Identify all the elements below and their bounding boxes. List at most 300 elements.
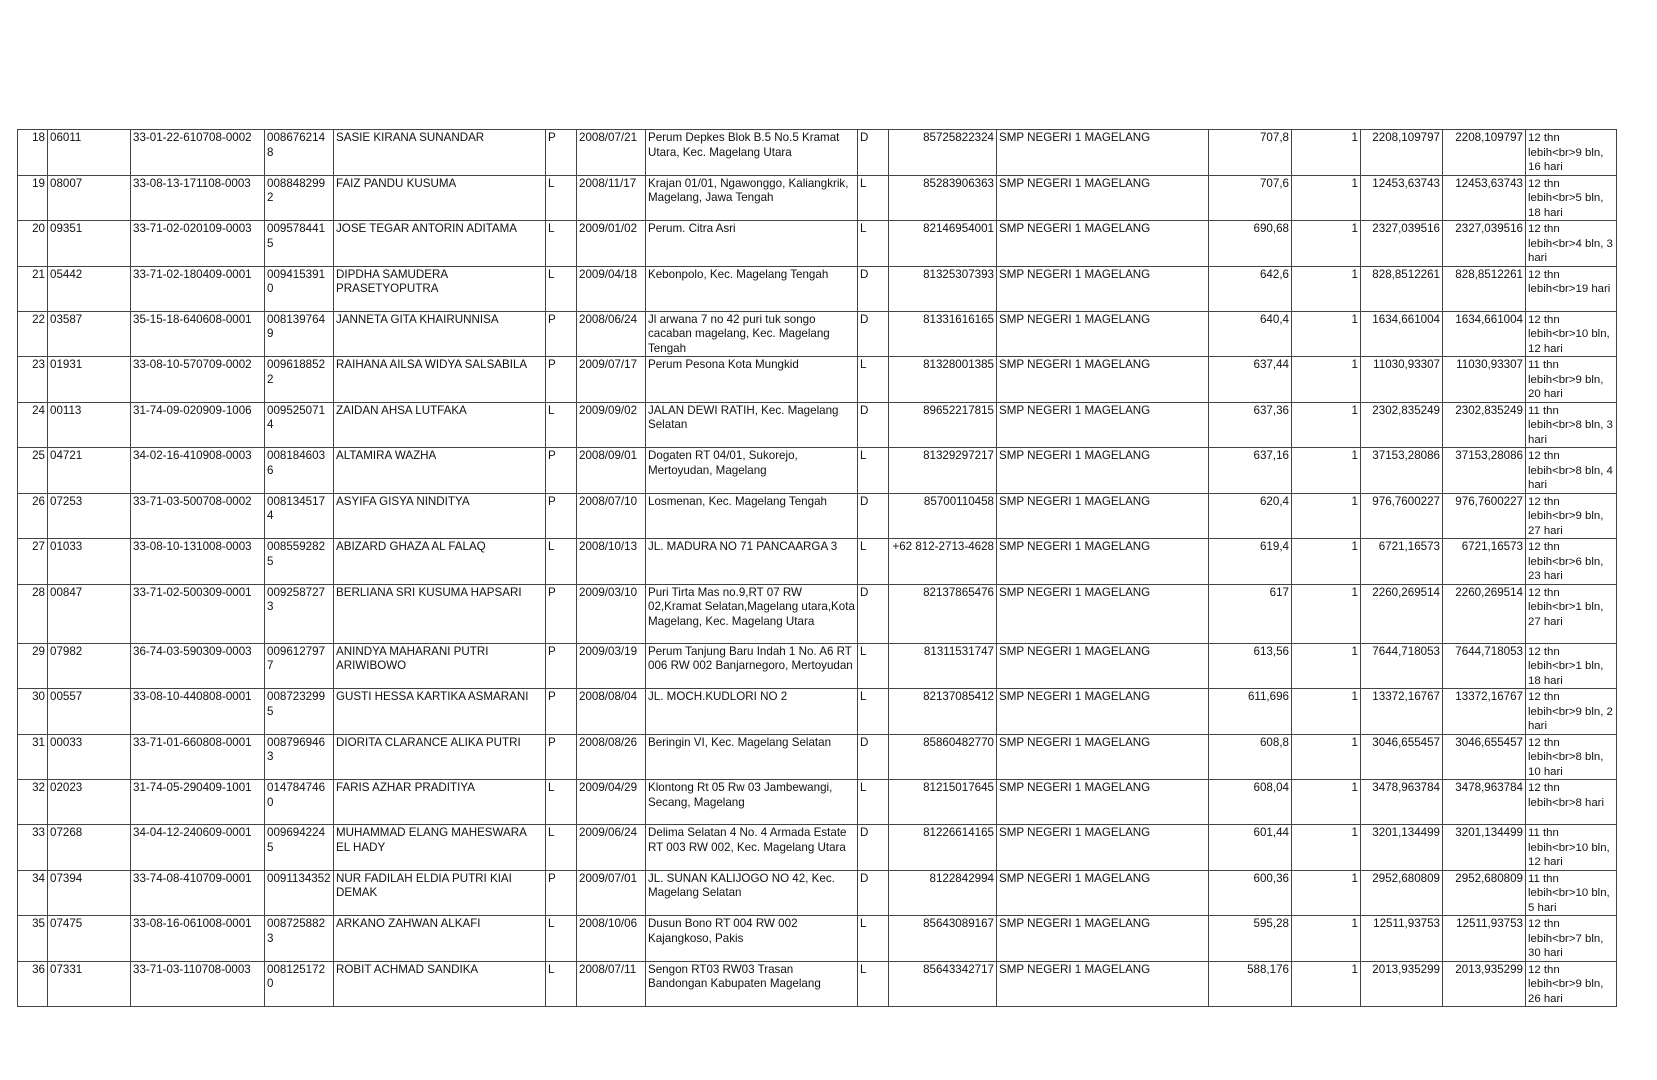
cell-distance-2: 2260,269514 bbox=[1443, 584, 1526, 643]
cell-phone: 85725822324 bbox=[889, 130, 997, 176]
cell-gender: L bbox=[546, 402, 577, 448]
cell-birth-date: 2008/07/11 bbox=[577, 961, 646, 1007]
cell-no: 28 bbox=[18, 584, 48, 643]
cell-phone: 81215017645 bbox=[889, 780, 997, 825]
cell-code: 06011 bbox=[48, 130, 131, 176]
table-row bbox=[18, 689, 1617, 735]
cell-domicile-status: L bbox=[858, 780, 889, 825]
cell-domicile-status: D bbox=[858, 825, 889, 871]
cell-nik: 33-71-02-500309-0001 bbox=[131, 584, 265, 643]
cell-no: 26 bbox=[18, 493, 48, 539]
cell-distance-1: 976,7600227 bbox=[1361, 493, 1443, 539]
cell-no: 19 bbox=[18, 175, 48, 221]
cell-domicile-status: L bbox=[858, 643, 889, 689]
cell-nisn: 0095784415 bbox=[265, 221, 334, 267]
cell-phone: 8122842994 bbox=[889, 870, 997, 916]
cell-phone: +62 812-2713-4628 bbox=[889, 539, 997, 585]
cell-distance-1: 2013,935299 bbox=[1361, 961, 1443, 1007]
cell-nisn: 0086762148 bbox=[265, 130, 334, 176]
cell-distance-2: 12453,63743 bbox=[1443, 175, 1526, 221]
cell-domicile-status: L bbox=[858, 916, 889, 962]
cell-no: 33 bbox=[18, 825, 48, 871]
cell-birth-date: 2009/01/02 bbox=[577, 221, 646, 267]
cell-nik: 33-71-03-500708-0002 bbox=[131, 493, 265, 539]
cell-name: ARKANO ZAHWAN ALKAFI bbox=[334, 916, 546, 962]
cell-gender: P bbox=[546, 734, 577, 780]
cell-age: 12 thn lebih<br>19 hari bbox=[1526, 266, 1617, 311]
cell-phone: 81328001385 bbox=[889, 357, 997, 403]
cell-distance-1: 3201,134499 bbox=[1361, 825, 1443, 871]
cell-school: SMP NEGERI 1 MAGELANG bbox=[997, 539, 1209, 585]
cell-distance-2: 2013,935299 bbox=[1443, 961, 1526, 1007]
cell-domicile-status: L bbox=[858, 448, 889, 494]
cell-distance-1: 13372,16767 bbox=[1361, 689, 1443, 735]
cell-birth-date: 2008/09/01 bbox=[577, 448, 646, 494]
cell-phone: 85643089167 bbox=[889, 916, 997, 962]
cell-name: FARIS AZHAR PRADITIYA bbox=[334, 780, 546, 825]
cell-no: 24 bbox=[18, 402, 48, 448]
cell-code: 01033 bbox=[48, 539, 131, 585]
cell-distance-1: 6721,16573 bbox=[1361, 539, 1443, 585]
cell-phone: 81311531747 bbox=[889, 643, 997, 689]
cell-code: 07394 bbox=[48, 870, 131, 916]
cell-address: JL. SUNAN KALIJOGO NO 42, Kec. Magelang Selatan bbox=[646, 870, 858, 916]
cell-nik: 33-71-02-180409-0001 bbox=[131, 266, 265, 311]
cell-choice: 1 bbox=[1292, 539, 1361, 585]
cell-choice: 1 bbox=[1292, 221, 1361, 267]
cell-distance-2: 12511,93753 bbox=[1443, 916, 1526, 962]
table-row bbox=[18, 961, 1617, 1007]
cell-birth-date: 2008/07/21 bbox=[577, 130, 646, 176]
cell-distance-2: 976,7600227 bbox=[1443, 493, 1526, 539]
cell-code: 00847 bbox=[48, 584, 131, 643]
cell-birth-date: 2009/09/02 bbox=[577, 402, 646, 448]
cell-distance-1: 3046,655457 bbox=[1361, 734, 1443, 780]
cell-distance-1: 828,8512261 bbox=[1361, 266, 1443, 311]
cell-score: 601,44 bbox=[1209, 825, 1292, 871]
cell-name: NUR FADILAH ELDIA PUTRI KIAI DEMAK bbox=[334, 870, 546, 916]
cell-no: 32 bbox=[18, 780, 48, 825]
cell-code: 07475 bbox=[48, 916, 131, 962]
cell-score: 637,44 bbox=[1209, 357, 1292, 403]
cell-address: Perum Pesona Kota Mungkid bbox=[646, 357, 858, 403]
cell-address: Beringin VI, Kec. Magelang Selatan bbox=[646, 734, 858, 780]
cell-score: 617 bbox=[1209, 584, 1292, 643]
cell-nisn: 0085592825 bbox=[265, 539, 334, 585]
cell-address: Perum. Citra Asri bbox=[646, 221, 858, 267]
cell-nik: 31-74-09-020909-1006 bbox=[131, 402, 265, 448]
cell-distance-2: 2952,680809 bbox=[1443, 870, 1526, 916]
cell-distance-1: 2327,039516 bbox=[1361, 221, 1443, 267]
cell-score: 707,6 bbox=[1209, 175, 1292, 221]
cell-gender: L bbox=[546, 916, 577, 962]
cell-phone: 82137085412 bbox=[889, 689, 997, 735]
cell-no: 20 bbox=[18, 221, 48, 267]
cell-distance-1: 1634,661004 bbox=[1361, 311, 1443, 357]
cell-code: 05442 bbox=[48, 266, 131, 311]
cell-address: Dogaten RT 04/01, Sukorejo, Mertoyudan, Magelang bbox=[646, 448, 858, 494]
cell-name: JANNETA GITA KHAIRUNNISA bbox=[334, 311, 546, 357]
cell-age: 12 thn lebih<br>5 bln, 18 hari bbox=[1526, 175, 1617, 221]
cell-name: ALTAMIRA WAZHA bbox=[334, 448, 546, 494]
cell-nisn: 0094153910 bbox=[265, 266, 334, 311]
cell-school: SMP NEGERI 1 MAGELANG bbox=[997, 175, 1209, 221]
cell-nik: 33-71-03-110708-0003 bbox=[131, 961, 265, 1007]
cell-nisn: 0087232995 bbox=[265, 689, 334, 735]
cell-gender: P bbox=[546, 130, 577, 176]
cell-birth-date: 2009/04/18 bbox=[577, 266, 646, 311]
cell-gender: P bbox=[546, 493, 577, 539]
cell-choice: 1 bbox=[1292, 870, 1361, 916]
cell-birth-date: 2008/08/26 bbox=[577, 734, 646, 780]
cell-choice: 1 bbox=[1292, 689, 1361, 735]
cell-address: Perum Tanjung Baru Indah 1 No. A6 RT 006 RW 002 Banjarnegoro, Mertoyudan bbox=[646, 643, 858, 689]
cell-choice: 1 bbox=[1292, 493, 1361, 539]
cell-phone: 85700110458 bbox=[889, 493, 997, 539]
cell-address: Kebonpolo, Kec. Magelang Tengah bbox=[646, 266, 858, 311]
cell-name: FAIZ PANDU KUSUMA bbox=[334, 175, 546, 221]
cell-choice: 1 bbox=[1292, 130, 1361, 176]
cell-age: 12 thn lebih<br>8 bln, 10 hari bbox=[1526, 734, 1617, 780]
cell-no: 31 bbox=[18, 734, 48, 780]
cell-birth-date: 2009/04/29 bbox=[577, 780, 646, 825]
cell-score: 620,4 bbox=[1209, 493, 1292, 539]
cell-domicile-status: D bbox=[858, 734, 889, 780]
cell-birth-date: 2008/08/04 bbox=[577, 689, 646, 735]
cell-score: 690,68 bbox=[1209, 221, 1292, 267]
cell-code: 09351 bbox=[48, 221, 131, 267]
table-row bbox=[18, 311, 1617, 357]
cell-address: JALAN DEWI RATIH, Kec. Magelang Selatan bbox=[646, 402, 858, 448]
cell-age: 12 thn lebih<br>9 bln, 2 hari bbox=[1526, 689, 1617, 735]
cell-birth-date: 2009/06/24 bbox=[577, 825, 646, 871]
cell-distance-2: 2208,109797 bbox=[1443, 130, 1526, 176]
cell-age: 12 thn lebih<br>7 bln, 30 hari bbox=[1526, 916, 1617, 962]
cell-nik: 35-15-18-640608-0001 bbox=[131, 311, 265, 357]
cell-no: 21 bbox=[18, 266, 48, 311]
cell-domicile-status: L bbox=[858, 357, 889, 403]
cell-gender: L bbox=[546, 780, 577, 825]
cell-choice: 1 bbox=[1292, 734, 1361, 780]
cell-domicile-status: D bbox=[858, 130, 889, 176]
cell-score: 637,16 bbox=[1209, 448, 1292, 494]
cell-domicile-status: L bbox=[858, 221, 889, 267]
table-row bbox=[18, 643, 1617, 689]
cell-score: 588,176 bbox=[1209, 961, 1292, 1007]
cell-birth-date: 2009/07/17 bbox=[577, 357, 646, 403]
cell-nisn: 0096942245 bbox=[265, 825, 334, 871]
cell-address: JL. MOCH.KUDLORI NO 2 bbox=[646, 689, 858, 735]
cell-school: SMP NEGERI 1 MAGELANG bbox=[997, 825, 1209, 871]
cell-nik: 33-08-10-570709-0002 bbox=[131, 357, 265, 403]
cell-nik: 31-74-05-290409-1001 bbox=[131, 780, 265, 825]
cell-score: 595,28 bbox=[1209, 916, 1292, 962]
cell-nisn: 0091134352 bbox=[265, 870, 334, 916]
cell-score: 613,56 bbox=[1209, 643, 1292, 689]
cell-name: BERLIANA SRI KUSUMA HAPSARI bbox=[334, 584, 546, 643]
cell-choice: 1 bbox=[1292, 916, 1361, 962]
cell-nik: 34-02-16-410908-0003 bbox=[131, 448, 265, 494]
cell-phone: 82146954001 bbox=[889, 221, 997, 267]
table-row bbox=[18, 221, 1617, 267]
cell-distance-2: 3046,655457 bbox=[1443, 734, 1526, 780]
cell-name: RAIHANA AILSA WIDYA SALSABILA bbox=[334, 357, 546, 403]
cell-age: 11 thn lebih<br>8 bln, 3 hari bbox=[1526, 402, 1617, 448]
cell-distance-1: 2302,835249 bbox=[1361, 402, 1443, 448]
cell-school: SMP NEGERI 1 MAGELANG bbox=[997, 311, 1209, 357]
cell-phone: 81329297217 bbox=[889, 448, 997, 494]
cell-name: SASIE KIRANA SUNANDAR bbox=[334, 130, 546, 176]
cell-age: 12 thn lebih<br>10 bln, 12 hari bbox=[1526, 311, 1617, 357]
cell-distance-1: 7644,718053 bbox=[1361, 643, 1443, 689]
cell-age: 11 thn lebih<br>9 bln, 20 hari bbox=[1526, 357, 1617, 403]
table-row bbox=[18, 402, 1617, 448]
cell-choice: 1 bbox=[1292, 584, 1361, 643]
cell-distance-1: 12453,63743 bbox=[1361, 175, 1443, 221]
cell-age: 12 thn lebih<br>1 bln, 27 hari bbox=[1526, 584, 1617, 643]
cell-nik: 33-74-08-410709-0001 bbox=[131, 870, 265, 916]
cell-birth-date: 2008/10/13 bbox=[577, 539, 646, 585]
cell-domicile-status: L bbox=[858, 175, 889, 221]
cell-nik: 34-04-12-240609-0001 bbox=[131, 825, 265, 871]
cell-distance-1: 2952,680809 bbox=[1361, 870, 1443, 916]
cell-code: 07253 bbox=[48, 493, 131, 539]
cell-name: ABIZARD GHAZA AL FALAQ bbox=[334, 539, 546, 585]
table-row bbox=[18, 130, 1617, 176]
cell-nik: 33-08-16-061008-0001 bbox=[131, 916, 265, 962]
cell-no: 25 bbox=[18, 448, 48, 494]
cell-name: MUHAMMAD ELANG MAHESWARA EL HADY bbox=[334, 825, 546, 871]
table-row bbox=[18, 175, 1617, 221]
cell-school: SMP NEGERI 1 MAGELANG bbox=[997, 734, 1209, 780]
cell-age: 12 thn lebih<br>4 bln, 3 hari bbox=[1526, 221, 1617, 267]
cell-phone: 81226614165 bbox=[889, 825, 997, 871]
cell-nik: 33-71-01-660808-0001 bbox=[131, 734, 265, 780]
cell-score: 707,8 bbox=[1209, 130, 1292, 176]
cell-no: 30 bbox=[18, 689, 48, 735]
cell-address: JL. MADURA NO 71 PANCAARGA 3 bbox=[646, 539, 858, 585]
cell-code: 00113 bbox=[48, 402, 131, 448]
cell-nisn: 0088482992 bbox=[265, 175, 334, 221]
cell-gender: P bbox=[546, 311, 577, 357]
cell-gender: P bbox=[546, 448, 577, 494]
cell-no: 36 bbox=[18, 961, 48, 1007]
cell-distance-2: 13372,16767 bbox=[1443, 689, 1526, 735]
cell-no: 34 bbox=[18, 870, 48, 916]
cell-nisn: 0087258823 bbox=[265, 916, 334, 962]
cell-distance-2: 828,8512261 bbox=[1443, 266, 1526, 311]
table-row bbox=[18, 357, 1617, 403]
cell-age: 12 thn lebih<br>9 bln, 26 hari bbox=[1526, 961, 1617, 1007]
cell-nisn: 0096127977 bbox=[265, 643, 334, 689]
cell-school: SMP NEGERI 1 MAGELANG bbox=[997, 130, 1209, 176]
cell-gender: P bbox=[546, 870, 577, 916]
cell-nik: 36-74-03-590309-0003 bbox=[131, 643, 265, 689]
cell-choice: 1 bbox=[1292, 175, 1361, 221]
cell-address: Dusun Bono RT 004 RW 002 Kajangkoso, Pakis bbox=[646, 916, 858, 962]
cell-score: 619,4 bbox=[1209, 539, 1292, 585]
cell-choice: 1 bbox=[1292, 266, 1361, 311]
cell-school: SMP NEGERI 1 MAGELANG bbox=[997, 357, 1209, 403]
cell-address: Sengon RT03 RW03 Trasan Bandongan Kabupaten Magelang bbox=[646, 961, 858, 1007]
cell-gender: L bbox=[546, 221, 577, 267]
cell-gender: P bbox=[546, 584, 577, 643]
cell-age: 12 thn lebih<br>8 hari bbox=[1526, 780, 1617, 825]
cell-no: 29 bbox=[18, 643, 48, 689]
cell-score: 642,6 bbox=[1209, 266, 1292, 311]
cell-choice: 1 bbox=[1292, 311, 1361, 357]
cell-address: Losmenan, Kec. Magelang Tengah bbox=[646, 493, 858, 539]
cell-gender: P bbox=[546, 689, 577, 735]
cell-distance-2: 11030,93307 bbox=[1443, 357, 1526, 403]
cell-score: 600,36 bbox=[1209, 870, 1292, 916]
cell-domicile-status: D bbox=[858, 870, 889, 916]
cell-gender: P bbox=[546, 643, 577, 689]
cell-birth-date: 2009/03/19 bbox=[577, 643, 646, 689]
cell-phone: 89652217815 bbox=[889, 402, 997, 448]
table-row bbox=[18, 448, 1617, 494]
cell-gender: L bbox=[546, 825, 577, 871]
table-row bbox=[18, 493, 1617, 539]
cell-gender: L bbox=[546, 175, 577, 221]
table-row bbox=[18, 734, 1617, 780]
cell-no: 18 bbox=[18, 130, 48, 176]
cell-school: SMP NEGERI 1 MAGELANG bbox=[997, 448, 1209, 494]
cell-no: 23 bbox=[18, 357, 48, 403]
cell-distance-2: 3478,963784 bbox=[1443, 780, 1526, 825]
cell-choice: 1 bbox=[1292, 780, 1361, 825]
cell-distance-1: 2208,109797 bbox=[1361, 130, 1443, 176]
cell-domicile-status: L bbox=[858, 689, 889, 735]
cell-distance-1: 37153,28086 bbox=[1361, 448, 1443, 494]
cell-distance-1: 2260,269514 bbox=[1361, 584, 1443, 643]
cell-birth-date: 2008/06/24 bbox=[577, 311, 646, 357]
cell-address: Perum Depkes Blok B.5 No.5 Kramat Utara, Kec. Magelang Utara bbox=[646, 130, 858, 176]
cell-distance-1: 11030,93307 bbox=[1361, 357, 1443, 403]
cell-no: 27 bbox=[18, 539, 48, 585]
cell-nisn: 0092587273 bbox=[265, 584, 334, 643]
cell-age: 11 thn lebih<br>10 bln, 5 hari bbox=[1526, 870, 1617, 916]
cell-school: SMP NEGERI 1 MAGELANG bbox=[997, 266, 1209, 311]
cell-distance-2: 3201,134499 bbox=[1443, 825, 1526, 871]
cell-birth-date: 2009/03/10 bbox=[577, 584, 646, 643]
table-row bbox=[18, 539, 1617, 585]
cell-code: 04721 bbox=[48, 448, 131, 494]
table-body bbox=[18, 130, 1617, 1007]
cell-school: SMP NEGERI 1 MAGELANG bbox=[997, 584, 1209, 643]
cell-code: 08007 bbox=[48, 175, 131, 221]
cell-school: SMP NEGERI 1 MAGELANG bbox=[997, 402, 1209, 448]
cell-domicile-status: D bbox=[858, 584, 889, 643]
cell-code: 07331 bbox=[48, 961, 131, 1007]
cell-code: 01931 bbox=[48, 357, 131, 403]
student-ranking-table bbox=[17, 129, 1617, 1007]
cell-phone: 81325307393 bbox=[889, 266, 997, 311]
cell-code: 07982 bbox=[48, 643, 131, 689]
cell-domicile-status: L bbox=[858, 539, 889, 585]
cell-name: ROBIT ACHMAD SANDIKA bbox=[334, 961, 546, 1007]
cell-school: SMP NEGERI 1 MAGELANG bbox=[997, 643, 1209, 689]
cell-phone: 82137865476 bbox=[889, 584, 997, 643]
cell-distance-2: 37153,28086 bbox=[1443, 448, 1526, 494]
cell-birth-date: 2009/07/01 bbox=[577, 870, 646, 916]
cell-no: 35 bbox=[18, 916, 48, 962]
cell-age: 12 thn lebih<br>6 bln, 23 hari bbox=[1526, 539, 1617, 585]
cell-gender: L bbox=[546, 961, 577, 1007]
cell-nik: 33-08-10-131008-0003 bbox=[131, 539, 265, 585]
cell-address: Klontong Rt 05 Rw 03 Jambewangi, Secang, Magelang bbox=[646, 780, 858, 825]
cell-nik: 33-71-02-020109-0003 bbox=[131, 221, 265, 267]
cell-domicile-status: D bbox=[858, 493, 889, 539]
cell-choice: 1 bbox=[1292, 448, 1361, 494]
cell-score: 608,04 bbox=[1209, 780, 1292, 825]
cell-nik: 33-08-10-440808-0001 bbox=[131, 689, 265, 735]
cell-address: Puri Tirta Mas no.9,RT 07 RW 02,Kramat Selatan,Magelang utara,Kota Magelang, Kec. Magelang Utara bbox=[646, 584, 858, 643]
cell-age: 11 thn lebih<br>10 bln, 12 hari bbox=[1526, 825, 1617, 871]
cell-domicile-status: D bbox=[858, 266, 889, 311]
cell-birth-date: 2008/07/10 bbox=[577, 493, 646, 539]
cell-choice: 1 bbox=[1292, 825, 1361, 871]
cell-school: SMP NEGERI 1 MAGELANG bbox=[997, 493, 1209, 539]
cell-phone: 85643342717 bbox=[889, 961, 997, 1007]
cell-nisn: 0081251720 bbox=[265, 961, 334, 1007]
cell-choice: 1 bbox=[1292, 402, 1361, 448]
cell-address: Krajan 01/01, Ngawonggo, Kaliangkrik, Magelang, Jawa Tengah bbox=[646, 175, 858, 221]
cell-nisn: 0095250714 bbox=[265, 402, 334, 448]
cell-distance-2: 2302,835249 bbox=[1443, 402, 1526, 448]
table-row bbox=[18, 584, 1617, 643]
cell-phone: 85860482770 bbox=[889, 734, 997, 780]
cell-birth-date: 2008/11/17 bbox=[577, 175, 646, 221]
cell-phone: 85283906363 bbox=[889, 175, 997, 221]
cell-nisn: 0096188522 bbox=[265, 357, 334, 403]
cell-nik: 33-01-22-610708-0002 bbox=[131, 130, 265, 176]
cell-domicile-status: D bbox=[858, 402, 889, 448]
cell-nisn: 0147847460 bbox=[265, 780, 334, 825]
cell-code: 07268 bbox=[48, 825, 131, 871]
cell-score: 637,36 bbox=[1209, 402, 1292, 448]
cell-distance-2: 1634,661004 bbox=[1443, 311, 1526, 357]
cell-school: SMP NEGERI 1 MAGELANG bbox=[997, 780, 1209, 825]
cell-code: 02023 bbox=[48, 780, 131, 825]
cell-age: 12 thn lebih<br>9 bln, 27 hari bbox=[1526, 493, 1617, 539]
cell-age: 12 thn lebih<br>1 bln, 18 hari bbox=[1526, 643, 1617, 689]
cell-name: ZAIDAN AHSA LUTFAKA bbox=[334, 402, 546, 448]
table-row bbox=[18, 825, 1617, 871]
cell-distance-2: 2327,039516 bbox=[1443, 221, 1526, 267]
cell-score: 611,696 bbox=[1209, 689, 1292, 735]
cell-school: SMP NEGERI 1 MAGELANG bbox=[997, 689, 1209, 735]
cell-age: 12 thn lebih<br>9 bln, 16 hari bbox=[1526, 130, 1617, 176]
cell-gender: L bbox=[546, 539, 577, 585]
cell-address: Jl arwana 7 no 42 puri tuk songo cacaban magelang, Kec. Magelang Tengah bbox=[646, 311, 858, 357]
cell-distance-2: 6721,16573 bbox=[1443, 539, 1526, 585]
cell-domicile-status: D bbox=[858, 311, 889, 357]
cell-name: GUSTI HESSA KARTIKA ASMARANI bbox=[334, 689, 546, 735]
cell-code: 00557 bbox=[48, 689, 131, 735]
cell-name: ASYIFA GISYA NINDITYA bbox=[334, 493, 546, 539]
cell-birth-date: 2008/10/06 bbox=[577, 916, 646, 962]
table-row bbox=[18, 780, 1617, 825]
cell-no: 22 bbox=[18, 311, 48, 357]
cell-name: DIORITA CLARANCE ALIKA PUTRI bbox=[334, 734, 546, 780]
cell-gender: P bbox=[546, 357, 577, 403]
cell-school: SMP NEGERI 1 MAGELANG bbox=[997, 961, 1209, 1007]
cell-choice: 1 bbox=[1292, 357, 1361, 403]
cell-distance-1: 3478,963784 bbox=[1361, 780, 1443, 825]
cell-domicile-status: L bbox=[858, 961, 889, 1007]
cell-score: 608,8 bbox=[1209, 734, 1292, 780]
